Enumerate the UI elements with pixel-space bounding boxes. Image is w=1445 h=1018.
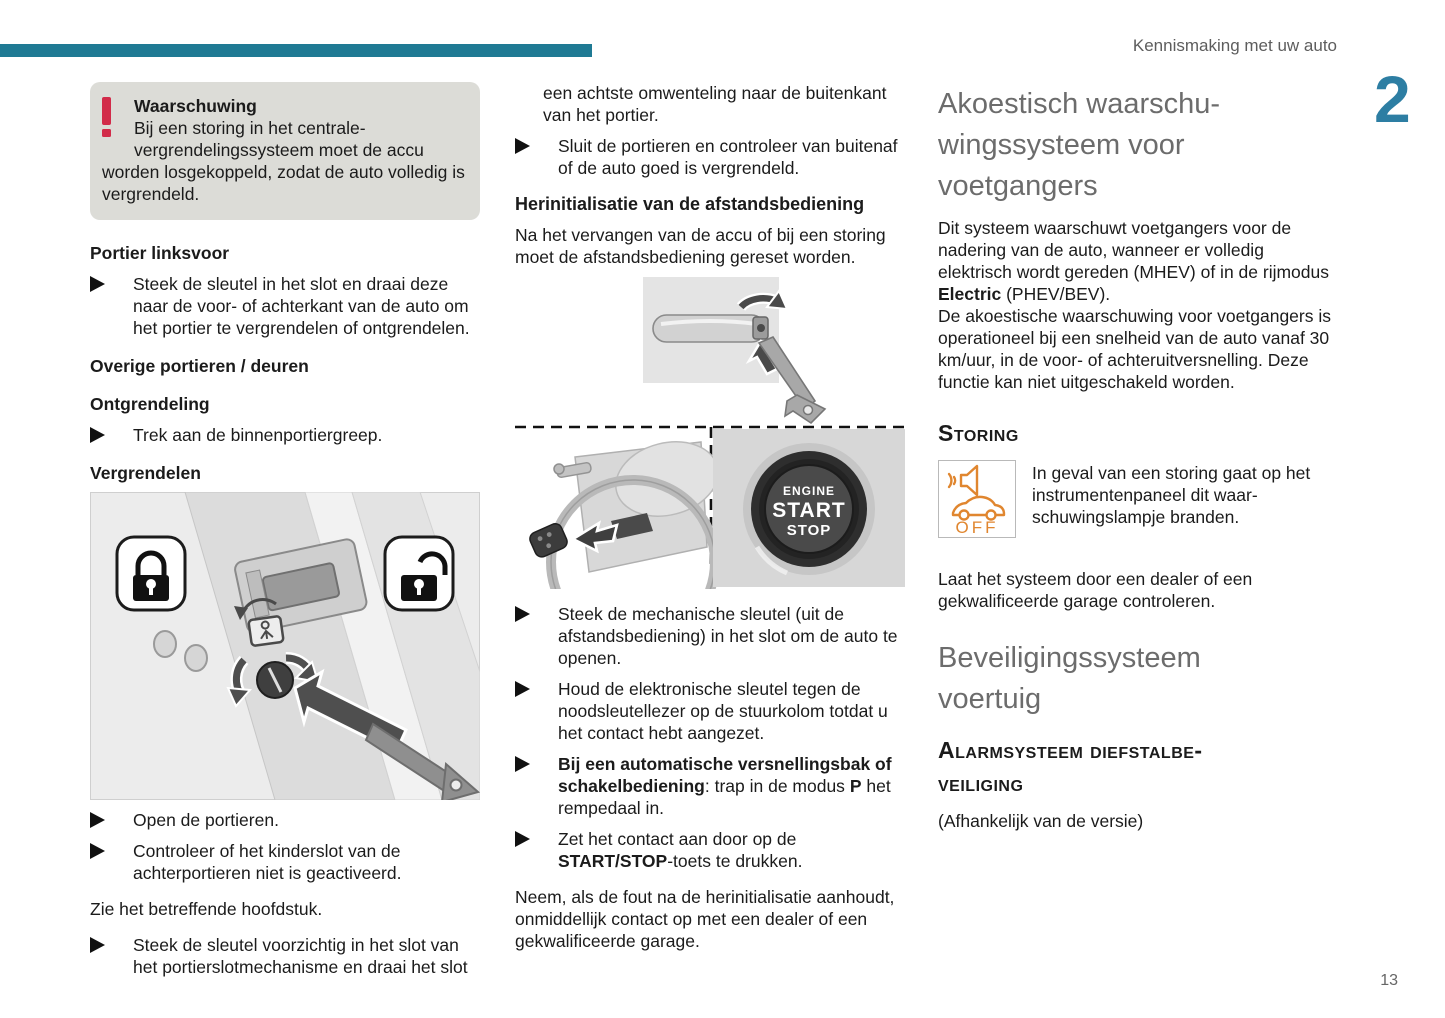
instruction-item: Trek aan de binnenportiergreep. xyxy=(90,424,480,446)
para-na-vervangen: Na het vervangen van de accu of bij een storing moet de afstandsbediening gereset worden. xyxy=(515,225,886,267)
off-label: OFF xyxy=(955,518,999,537)
warning-body: Bij een storing in het centrale-vergrendelingssysteem moet de accu worden losgekoppeld, zodat de auto volledig is vergrendeld. xyxy=(102,118,465,204)
lock-cylinder xyxy=(257,662,293,698)
page-number: 13 xyxy=(1380,972,1398,989)
warning-box xyxy=(90,82,480,220)
steering-column-illustration xyxy=(528,431,726,589)
instruction-item: Sluit de portieren en controleer van buitenaf of de auto goed is vergrendeld. xyxy=(515,135,907,179)
para-storing: In geval van een storing gaat op het instrumentenpaneel dit waar-schuwingslampje branden. xyxy=(1032,463,1311,527)
warning-title: Waarschuwing xyxy=(134,96,257,116)
para-neem: Neem, als de fout na de herinitialisatie aanhoudt, onmiddellijk contact op met een dealer of een gekwalificeerde garage. xyxy=(515,887,895,951)
column-right xyxy=(938,82,1332,841)
section-title-akoestisch: Akoestisch waarschu- wingssysteem voor voetgangers xyxy=(938,88,1221,202)
heading-vergrendelen: Vergrendelen xyxy=(90,463,201,483)
start-stop-button xyxy=(713,429,905,587)
continued-instruction: een achtste omwenteling naar de buitenkant van het portier. xyxy=(543,83,887,125)
instruction-item: Zet het contact aan door op de START/STOP-toets te drukken. xyxy=(515,828,907,872)
stop-label: STOP xyxy=(786,522,832,539)
note-versie: (Afhankelijk van de versie) xyxy=(938,811,1144,831)
instruction-item: Steek de mechanische sleutel (uit de afstandsbediening) in het slot om de auto te openen. xyxy=(515,603,907,669)
bullet-triangle-icon xyxy=(90,427,120,443)
sound-wave-icon xyxy=(949,474,951,487)
engine-label: ENGINE xyxy=(782,484,836,498)
bullet-triangle-icon xyxy=(90,812,120,828)
column-middle xyxy=(515,82,907,961)
heading-ontgrendeling: Ontgrendeling xyxy=(90,394,210,414)
instruction-item: Open de portieren. xyxy=(90,809,480,831)
chapter-accent-bar xyxy=(0,44,592,57)
unlocked-padlock-icon xyxy=(385,537,453,610)
para-laat: Laat het systeem door een dealer of een gekwalificeerde garage controleren. xyxy=(938,569,1253,611)
bullet-triangle-icon xyxy=(515,831,545,847)
bullet-triangle-icon xyxy=(515,138,545,154)
instruction-item: Controleer of het kinderslot van de achterportieren niet is geactiveerd. xyxy=(90,840,480,884)
heading-herinitialisatie: Herinitialisatie van de afstandsbediening xyxy=(515,194,865,214)
bullet-triangle-icon xyxy=(90,843,120,859)
storing-warning-row xyxy=(938,460,1332,538)
remote-key-and-ignition-illustration xyxy=(515,277,907,589)
bullet-triangle-icon xyxy=(90,276,120,292)
note-hoofdstuk: Zie het betreffende hoofdstuk. xyxy=(90,899,323,919)
instruction-item: Steek de sleutel in het slot en draai deze naar de voor- of achterkant van de auto om het portier te vergrendelen of ontgrendelen. xyxy=(90,273,480,339)
bullet-triangle-icon xyxy=(90,937,120,953)
heading-storing: Storing xyxy=(938,420,1019,446)
bullet-triangle-icon xyxy=(515,681,545,697)
pedestrian-warning-off-icon xyxy=(938,460,1016,538)
key-handle-illustration xyxy=(643,277,825,423)
section-title-beveiliging: Beveiligingssysteem voertuig xyxy=(938,642,1201,715)
heading-alarmsysteem: Alarmsysteem diefstalbe- veiliging xyxy=(938,737,1203,796)
column-left xyxy=(90,82,480,987)
locked-padlock-icon xyxy=(117,537,185,610)
chapter-number: 2 xyxy=(1374,62,1411,136)
instruction-item: Steek de sleutel voorzichtig in het slot van het portierslotmechanisme en draai het slot xyxy=(90,934,480,978)
instruction-item: Houd de elektronische sleutel tegen de noodsleutellezer op de stuurkolom totdat u het contact hebt aangezet. xyxy=(515,678,907,744)
door-lock-illustration xyxy=(90,492,480,800)
page-header: Kennismaking met uw auto xyxy=(1132,36,1337,55)
para-dit-systeem: Dit systeem waarschuwt voetgangers voor de nadering van de auto, wanneer er volledig elektrisch wordt gereden (MHEV) of in de rijmodus Electric (PHEV/BEV). De akoestische waarschuwing voor voetgangers is operationeel bij een snelheid van de auto vanaf 30 km/uur, in de voor- of achteruitversnelling. Deze functie kan niet uitgeschakeld worden. xyxy=(938,218,1331,392)
bullet-triangle-icon xyxy=(515,606,545,622)
heading-portier-linksvoor: Portier linksvoor xyxy=(90,243,230,263)
heading-overige-portieren: Overige portieren / deuren xyxy=(90,356,309,376)
exclamation-icon xyxy=(102,97,124,142)
bullet-triangle-icon xyxy=(515,756,545,772)
speaker-icon xyxy=(961,466,977,495)
instruction-item: Bij een automatische versnellingsbak of schakelbediening: trap in de modus P het rempedaal in. xyxy=(515,753,907,819)
start-label: START xyxy=(772,499,846,522)
